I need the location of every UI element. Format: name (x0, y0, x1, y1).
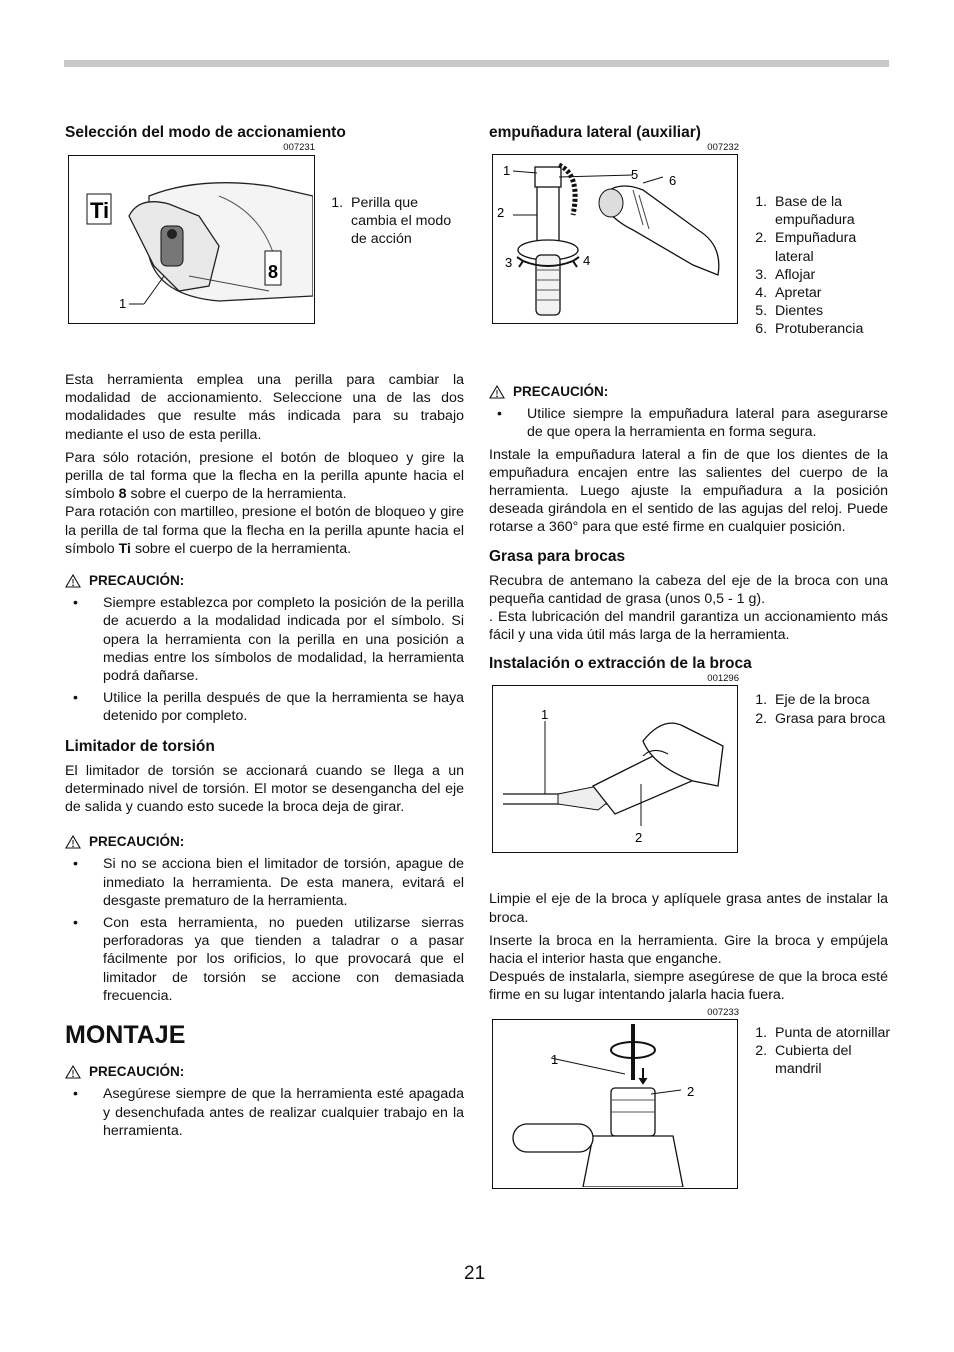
figure-row-mode (65, 153, 464, 371)
caution-heading: PRECAUCIÓN: (489, 383, 888, 401)
figure-row-grip (489, 153, 888, 381)
legend-item: 1. Eje de la broca (771, 691, 891, 709)
fig4-callout: 2 (687, 1083, 695, 1099)
paragraph: Para rotación con martilleo, presione el botón de bloqueo y gire la perilla de tal forma que la flecha en la perilla apunte hacia el símbolo Ti sobre el cuerpo de la herramienta. (65, 504, 464, 557)
fig2-callout: 1 (503, 163, 511, 178)
paragraph: Esta herramienta emplea una perilla para cambiar la modalidad de accionamiento. Seleccione una de las dos modalidades que resulte más indicada para su trabajo mediante el uso de esta perilla. (65, 372, 464, 443)
fig2-callout: 5 (631, 167, 639, 182)
list-item: • Utilice la perilla después de que la herramienta se haya detenido por completo. (73, 690, 464, 725)
figure-bit-grease (492, 685, 738, 853)
legend-item: 2. Cubierta del mandril (771, 1042, 891, 1078)
list-item: • Asegúrese siempre de que la herramienta esté apagada y desenchufada antes de realizar cualquier trabajo en la herramienta. (73, 1086, 464, 1139)
legend-item: 5. Dientes (771, 302, 891, 320)
fig2-callout: 4 (583, 253, 591, 268)
section-title-mode: Selección del modo de accionamiento (65, 124, 346, 141)
figure-code: 007233 (707, 1006, 739, 1018)
paragraph: Recubra de antemano la cabeza del eje de la broca con una pequeña cantidad de grasa (unos 0,5 - 1 g). (489, 572, 888, 607)
svg-text:Ti: Ti (90, 198, 110, 223)
header-rule (64, 60, 889, 67)
paragraph: Para sólo rotación, presione el botón de bloqueo y gire la perilla de tal forma que la flecha en la perilla apunte hacia el símbolo ⁢8 sobre el cuerpo de la herramienta. (65, 449, 464, 503)
hammer-symbol-icon: Ti (118, 540, 131, 557)
right-column (489, 124, 891, 1193)
rotation-symbol-icon: ⁢8 (118, 486, 127, 503)
legend-item: 3. Aflojar (771, 266, 891, 284)
fig2-callout: 2 (497, 205, 505, 220)
figure-row-grease (489, 684, 888, 890)
caution-heading: PRECAUCIÓN: (65, 1063, 464, 1081)
figure-legend (327, 194, 467, 249)
legend-item: 1. Punta de atornillar (771, 1024, 891, 1042)
figure-legend (751, 193, 891, 339)
fig1-callout-1: 1 (119, 296, 127, 311)
figure-legend (751, 1024, 891, 1079)
list-item: • Siempre establezca por completo la posición de la perilla de acuerdo a la modalidad indicada por el símbolo. Si opera la herramienta con la perilla en una posición a medias entre los símbolos de modalidad, la herramienta podrá dañarse. (73, 595, 464, 685)
paragraph: . Esta lubricación del mandril garantiza un accionamiento más fácil y una vida útil más larga de la herramienta. (489, 609, 888, 644)
figure-bit-install (492, 1019, 738, 1189)
legend-item: 6. Protuberancia (771, 320, 891, 338)
paragraph: Inserte la broca en la herramienta. Gire la broca y empújela hacia el interior hasta que enganche. (489, 932, 888, 968)
warning-icon (65, 835, 81, 849)
section-title-install-bit: Instalación o extracción de la broca (489, 655, 752, 673)
paragraph: Después de instalarla, siempre asegúrese de que la broca esté firme en su lugar intentando jalarla hacia fuera. (489, 969, 888, 1004)
warning-icon (65, 574, 81, 588)
fig2-callout: 3 (505, 255, 513, 270)
fig4-callout: 1 (551, 1051, 559, 1067)
fig3-callout: 1 (541, 707, 549, 723)
figure-side-grip (492, 154, 738, 324)
warning-icon (489, 385, 505, 399)
legend-item: 1. Base de la empuñadura (771, 193, 891, 229)
section-title-assembly: MONTAJE (65, 1021, 186, 1050)
legend-item: 2. Empuñadura lateral (771, 229, 891, 265)
legend-item: 1. Perilla que cambia el modo de acción (347, 194, 467, 249)
caution-heading: PRECAUCIÓN: (65, 833, 464, 851)
figure-legend (751, 691, 891, 727)
svg-text:8: 8 (268, 262, 279, 282)
list-item: • Si no se acciona bien el limitador de torsión, apague de inmediato la herramienta. De esta manera, evitará el desgaste prematuro de la herramienta. (73, 856, 464, 909)
list-item: • Con esta herramienta, no pueden utilizarse sierras perforadoras ya que tienden a taladrar o a pasar fácilmente por los orificios, lo que provocará que el limitador de torsión se accione con demasiada frecuencia. (73, 915, 464, 1004)
left-column (65, 124, 464, 1140)
caution-heading: PRECAUCIÓN: (65, 572, 464, 590)
figure-code: 001296 (707, 673, 739, 685)
paragraph: Instale la empuñadura lateral a fin de que los dientes de la empuñadura encajen entre las salientes del cuerpo de la herramienta. Luego ajuste la empuñadura a la posición deseada girándola en el sentido de las agujas del reloj. Puede rotarse a 360° para que esté firme en cualquier posición. (489, 446, 888, 536)
legend-item: 4. Apretar (771, 284, 891, 302)
figure-code: 007232 (707, 142, 739, 153)
list-item: • Utilice siempre la empuñadura lateral para asegurarse de que opera la herramienta en forma segura. (497, 406, 888, 441)
fig3-callout: 2 (635, 830, 643, 846)
section-title-torque: Limitador de torsión (65, 737, 215, 755)
warning-icon (65, 1065, 81, 1079)
section-title-side-grip: empuñadura lateral (auxiliar) (489, 124, 701, 141)
paragraph: El limitador de torsión se accionará cuando se llega a un determinado nivel de torsión. El motor se desengancha del eje de salida y cuando esto sucede la broca deja de girar. (65, 762, 464, 816)
fig2-callout: 6 (669, 173, 677, 188)
figure-mode-knob (68, 155, 315, 324)
figure-row-bit (489, 1018, 891, 1193)
figure-code: 007231 (283, 142, 315, 153)
paragraph: Limpie el eje de la broca y aplíquele grasa antes de instalar la broca. (489, 891, 888, 926)
legend-item: 2. Grasa para broca (771, 710, 891, 728)
page-number: 21 (464, 1263, 486, 1284)
section-title-grease: Grasa para brocas (489, 547, 626, 565)
